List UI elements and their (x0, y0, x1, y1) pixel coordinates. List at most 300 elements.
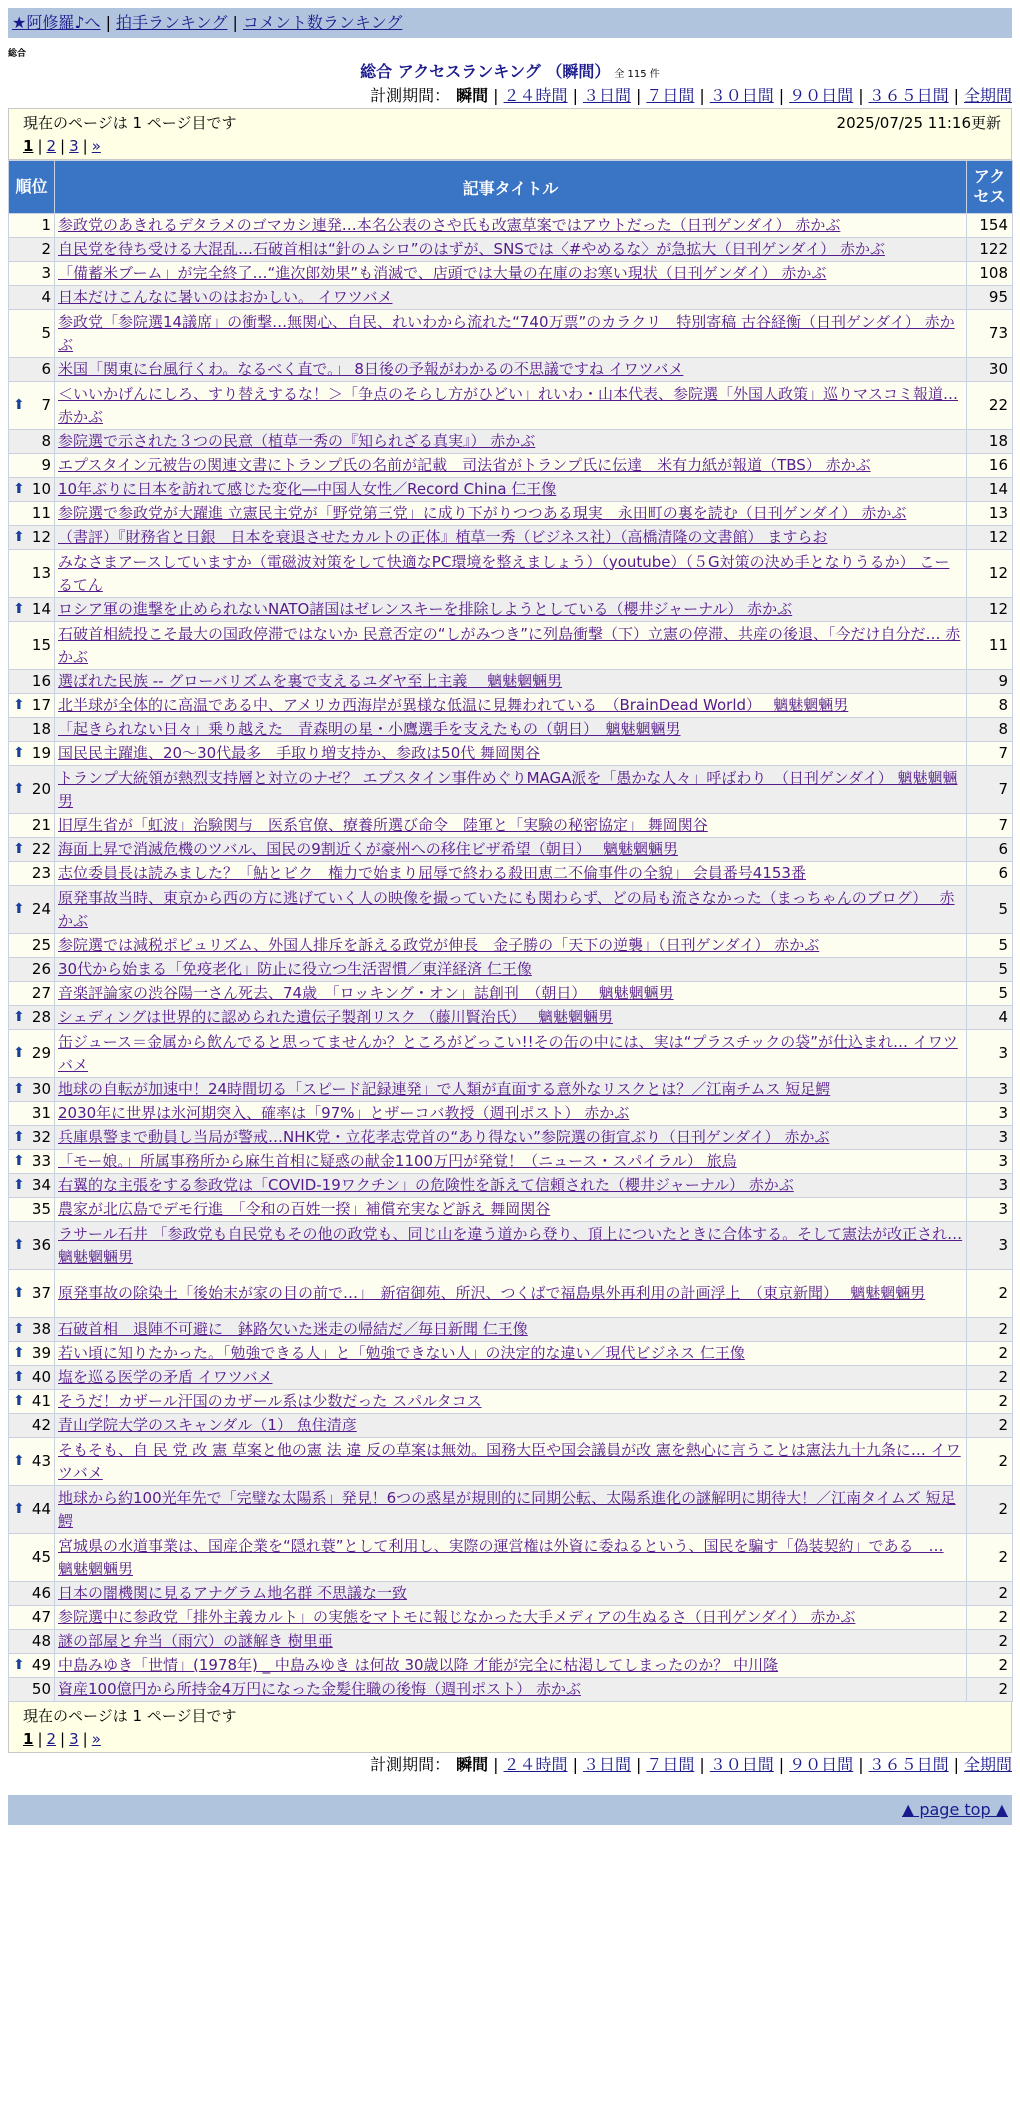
period-current-bottom: 瞬間 (456, 1755, 489, 1774)
page-title (8, 60, 1012, 84)
rank-up-arrow-icon: ⬆ (13, 697, 25, 713)
rank-up-arrow-icon: ⬆ (13, 1153, 25, 1169)
table-row (9, 1582, 1013, 1606)
access-count: 8 (967, 694, 1013, 718)
access-count: 7 (967, 766, 1013, 814)
rank-number: 12 (31, 528, 51, 546)
access-count: 2 (967, 1534, 1013, 1582)
rank-number: 24 (31, 900, 51, 918)
title-cell (55, 718, 967, 742)
footer-bar (8, 1795, 1012, 1825)
rank-number: 29 (31, 1044, 51, 1062)
table-row (9, 1486, 1013, 1534)
article-link[interactable]: 塩を巡る医学の矛盾 イワツバメ (58, 1368, 273, 1386)
table-row (9, 1270, 1013, 1318)
article-link[interactable]: そもそも、自 民 党 改 憲 草案と他の憲 法 違 反の草案は無効。国務大臣や国会議員が改 憲を熱心に言うことは憲法九十九条に… イワツバメ (58, 1440, 961, 1482)
title-cell (55, 262, 967, 286)
article-link[interactable]: 参院選で参政党が大躍進 立憲民主党が「野党第三党」に成り下がりつつある現実 永田町の裏を読む（日刊ゲンダイ） 赤かぶ (58, 504, 907, 522)
rank-number: 38 (31, 1320, 51, 1338)
rank-number: 30 (31, 1080, 51, 1098)
rank-cell (9, 526, 55, 550)
access-count: 2 (967, 1606, 1013, 1630)
rank-cell (9, 838, 55, 862)
rank-cell (9, 814, 55, 838)
rank-cell (9, 1030, 55, 1078)
access-count: 5 (967, 886, 1013, 934)
article-link[interactable]: 参院選で示された３つの民意（植草一秀の『知られざる真実』） 赤かぶ (58, 432, 536, 450)
access-count: 3 (967, 1198, 1013, 1222)
article-link[interactable]: 参政党のあきれるデタラメのゴマカシ連発…本名公表のさや氏も改憲草案ではアウトだった（日刊ゲンダイ） 赤かぶ (58, 216, 841, 234)
rank-number: 41 (31, 1392, 51, 1410)
access-count: 5 (967, 934, 1013, 958)
article-link[interactable]: ラサール石井 「参政党も自民党もその他の政党も、同じ山を違う道から登り、頂上についたときに合体する。そして憲法が改正され… 魑魅魍魎男 (58, 1224, 963, 1266)
table-row (9, 454, 1013, 478)
article-link[interactable]: 参院選中に参政党「排外主義カルト」の実態をマトモに報じなかった大手メディアの生ぬるさ（日刊ゲンダイ） 赤かぶ (58, 1608, 856, 1626)
period-sep: | (778, 86, 785, 105)
article-link[interactable]: 若い頃に知りたかった。「勉強できる人」と「勉強できない人」の決定的な違い／現代ビジネス 仁王像 (58, 1344, 745, 1362)
access-count: 13 (967, 502, 1013, 526)
article-link[interactable]: 旧厚生省が「虹波」治験関与 医系官僚、療養所選び命令 陸軍と「実験の秘密協定」 舞岡関谷 (58, 816, 708, 834)
rank-cell (9, 766, 55, 814)
rank-cell (9, 1078, 55, 1102)
article-link[interactable]: 謎の部屋と弁当（雨穴）の謎解き 樹里亜 (58, 1632, 333, 1650)
rank-number: 27 (31, 984, 51, 1002)
access-count: 2 (967, 1438, 1013, 1486)
pager-page-2-bottom[interactable]: 2 (46, 1730, 57, 1748)
title-cell (55, 550, 967, 598)
col-title-header: 記事タイトル (55, 161, 967, 214)
title-cell (55, 1390, 967, 1414)
page-top-link[interactable]: ▲ page top ▲ (901, 1800, 1008, 1819)
table-row (9, 382, 1013, 430)
title-cell (55, 454, 967, 478)
access-count: 2 (967, 1630, 1013, 1654)
title-cell (55, 1006, 967, 1030)
table-row (9, 862, 1013, 886)
rank-number: 7 (41, 396, 51, 414)
period-sep: | (858, 86, 864, 105)
rank-number: 34 (31, 1176, 51, 1194)
article-link[interactable]: 2030年に世界は氷河期突入、確率は「97%」とザーコバ教授（週刊ポスト） 赤かぶ (58, 1104, 630, 1122)
ranking-table (8, 160, 1013, 1702)
rank-cell (9, 550, 55, 598)
rank-cell (9, 934, 55, 958)
table-row (9, 214, 1013, 238)
article-link[interactable]: 地球の自転が加速中！24時間切る「スピード記録連発」で人類が直面する意外なリスクとは？／江南チムス 短足鰐 (58, 1080, 831, 1098)
article-link[interactable]: 「備蓄米ブーム」が完全終了…“進次郎効果”も消滅で、店頭では大量の在庫のお寒い現状（日刊ゲンダイ） 赤かぶ (58, 264, 827, 282)
rank-up-arrow-icon: ⬆ (13, 397, 25, 413)
rank-cell (9, 1678, 55, 1702)
title-cell (55, 814, 967, 838)
rank-cell (9, 1342, 55, 1366)
title-cell (55, 1198, 967, 1222)
title-cell (55, 382, 967, 430)
title-cell (55, 478, 967, 502)
rank-number: 36 (31, 1236, 51, 1254)
rank-number: 22 (31, 840, 51, 858)
access-count: 14 (967, 478, 1013, 502)
article-link[interactable]: 右翼的な主張をする参政党は「COVID-19ワクチン」の危険性を訴えて信頼された（櫻井ジャーナル） 赤かぶ (58, 1176, 794, 1194)
table-row (9, 478, 1013, 502)
top-nav: ★阿修羅♪へ | 拍手ランキング | コメント数ランキング (8, 8, 1012, 38)
title-cell (55, 1270, 967, 1318)
rank-cell (9, 1414, 55, 1438)
period-option-7[interactable]: 全期間 (963, 86, 1012, 105)
rank-up-arrow-icon: ⬆ (13, 1657, 25, 1673)
access-count: 22 (967, 382, 1013, 430)
rank-cell (9, 1366, 55, 1390)
access-count: 3 (967, 1126, 1013, 1150)
title-cell (55, 766, 967, 814)
title-cell (55, 622, 967, 670)
rank-cell (9, 718, 55, 742)
period-option-2[interactable]: ３日間 (582, 86, 631, 105)
updated-time: 2025/07/25 11:16更新 (836, 114, 1001, 132)
table-row (9, 526, 1013, 550)
rank-up-arrow-icon: ⬆ (13, 1177, 25, 1193)
article-link[interactable]: ＜いいかげんにしろ、すり替えするな！＞「争点のそらし方がひどい」れいわ・山本代表、参院選「外国人政策」巡りマスコミ報道… 赤かぶ (58, 384, 959, 426)
rank-up-arrow-icon: ⬆ (13, 1393, 25, 1409)
pager-page-3-bottom[interactable]: 3 (69, 1730, 79, 1748)
table-row (9, 1318, 1013, 1342)
access-count: 3 (967, 1174, 1013, 1198)
table-row (9, 622, 1013, 670)
table-row (9, 1030, 1013, 1078)
rank-cell (9, 982, 55, 1006)
article-link[interactable]: 志位委員長は読みました？「鮎とビク 権力で始まり屈辱で終わる殺田恵二不倫事件の全貌」 会員番号4153番 (58, 864, 806, 882)
article-link[interactable]: 資産100億円から所持金4万円になった金髪住職の後悔（週刊ポスト） 赤かぶ (58, 1680, 581, 1698)
period-option-2-bottom[interactable]: ３日間 (582, 1755, 631, 1774)
rank-cell (9, 430, 55, 454)
rank-number: 16 (31, 672, 51, 690)
rank-number: 45 (31, 1548, 51, 1566)
article-link[interactable]: 10年ぶりに日本を訪れて感じた変化―中国人女性／Record China 仁王像 (58, 480, 557, 498)
period-option-6[interactable]: ３６５日間 (868, 86, 949, 105)
access-count: 2 (967, 1414, 1013, 1438)
pager-page-3[interactable]: 3 (69, 137, 79, 155)
article-link[interactable]: 農家が北広島でデモ行進 「令和の百姓一揆」補償充実など訴え 舞岡関谷 (58, 1200, 551, 1218)
rank-number: 40 (31, 1368, 51, 1386)
rank-number: 20 (31, 780, 51, 798)
pager-page-2[interactable]: 2 (46, 137, 57, 155)
period-sep: | (493, 86, 499, 105)
rank-up-arrow-icon: ⬆ (13, 1129, 25, 1145)
rank-cell (9, 1582, 55, 1606)
article-link[interactable]: 原発事故の除染土「後始末が家の目の前で…」 新宿御苑、所沢、つくばで福島県外再利用の計画浮上 （東京新聞） 魑魅魍魎男 (58, 1284, 926, 1302)
current-page-text-bottom: 現在のページは 1 ページ目です (23, 1707, 237, 1725)
period-sep: | (493, 1755, 499, 1774)
period-current: 瞬間 (456, 86, 489, 105)
title-cell (55, 1150, 967, 1174)
rank-up-arrow-icon: ⬆ (13, 1081, 25, 1097)
rank-cell (9, 1534, 55, 1582)
rank-number: 18 (31, 720, 51, 738)
pager-top (23, 135, 1001, 157)
rank-number: 46 (31, 1584, 51, 1602)
article-link[interactable]: シェディングは世界的に認められた遺伝子製剤リスク （藤川賢治氏） 魑魅魍魎男 (58, 1008, 613, 1026)
table-row (9, 1366, 1013, 1390)
rank-number: 19 (31, 744, 51, 762)
access-count: 5 (967, 982, 1013, 1006)
title-cell (55, 526, 967, 550)
ranking-title: 総合 アクセスランキング （瞬間） (360, 62, 611, 81)
article-link[interactable]: 日本だけこんなに暑いのはおかしい。 イワツバメ (58, 288, 393, 306)
access-count: 2 (967, 1366, 1013, 1390)
article-link[interactable]: 音楽評論家の渋谷陽一さん死去、74歳 「ロッキング・オン」誌創刊 （朝日） 魑魅魍魎男 (58, 984, 674, 1002)
access-count: 18 (967, 430, 1013, 454)
rank-number: 23 (31, 864, 51, 882)
period-sep: | (699, 86, 705, 105)
article-link[interactable]: ロシア軍の進撃を止められないNATO諸国はゼレンスキーを排除しようとしている（櫻井ジャーナル） 赤かぶ (58, 600, 793, 618)
rank-number: 49 (31, 1656, 51, 1674)
table-row (9, 934, 1013, 958)
rank-up-arrow-icon: ⬆ (13, 601, 25, 617)
table-row (9, 1174, 1013, 1198)
rank-cell (9, 1486, 55, 1534)
article-link[interactable]: 中島みゆき「世情」(1978年) _ 中島みゆき は何故 30歳以降 才能が完全に枯渇してしまったのか？ 中川隆 (58, 1656, 779, 1674)
access-count: 3 (967, 1222, 1013, 1270)
rank-cell (9, 694, 55, 718)
page (8, 8, 1012, 1825)
rank-cell (9, 1438, 55, 1486)
table-row (9, 502, 1013, 526)
table-row (9, 670, 1013, 694)
title-cell (55, 1606, 967, 1630)
article-link[interactable]: 「起きられない日々」乗り越えた 青森明の星・小鷹選手を支えたもの（朝日） 魑魅魍魎男 (58, 720, 681, 738)
access-count: 4 (967, 1006, 1013, 1030)
period-sep: | (635, 86, 642, 105)
rank-cell (9, 1222, 55, 1270)
article-link[interactable]: 原発事故当時、東京から西の方に逃げていく人の映像を撮っていたにも関わらず、どの局も流さなかった（まっちゃんのブログ） 赤かぶ (58, 888, 955, 930)
rank-up-arrow-icon: ⬆ (13, 745, 25, 761)
access-count: 2 (967, 1654, 1013, 1678)
article-link[interactable]: 30代から始まる「免疫老化」防止に役立つ生活習慣／東洋経済 仁王像 (58, 960, 532, 978)
home-link[interactable]: ★阿修羅♪へ (12, 13, 101, 32)
title-cell (55, 1414, 967, 1438)
access-count: 7 (967, 742, 1013, 766)
rank-number: 11 (31, 504, 51, 522)
rank-cell (9, 958, 55, 982)
rank-number: 50 (31, 1680, 51, 1698)
table-row (9, 814, 1013, 838)
rank-number: 44 (31, 1500, 51, 1518)
title-cell (55, 886, 967, 934)
article-link[interactable]: 缶ジュース＝金属から飲んでると思ってませんか？ところがどっこい!!その缶の中には、実は“プラスチックの袋”が仕込まれ… イワツバメ (58, 1032, 958, 1074)
article-link[interactable]: 参院選では減税ポピュリズム、外国人排斥を訴える政党が伸長 金子勝の「天下の逆襲」（日刊ゲンダイ） 赤かぶ (58, 936, 820, 954)
rank-cell (9, 1318, 55, 1342)
rank-number: 9 (41, 456, 51, 474)
access-count: 2 (967, 1318, 1013, 1342)
table-row (9, 1438, 1013, 1486)
rank-up-arrow-icon: ⬆ (13, 1345, 25, 1361)
rank-number: 48 (31, 1632, 51, 1650)
period-option-4-bottom[interactable]: ３０日間 (709, 1755, 774, 1774)
title-cell (55, 862, 967, 886)
rank-cell (9, 1198, 55, 1222)
pager-sep: | (82, 1730, 88, 1748)
rank-cell (9, 670, 55, 694)
table-row (9, 886, 1013, 934)
title-cell (55, 982, 967, 1006)
rank-number: 47 (31, 1608, 51, 1626)
rank-up-arrow-icon: ⬆ (13, 1369, 25, 1385)
rank-number: 1 (41, 216, 51, 234)
title-cell (55, 1534, 967, 1582)
table-row (9, 958, 1013, 982)
pager-next-bottom[interactable]: » (91, 1730, 101, 1748)
clap-ranking-link[interactable]: 拍手ランキング (115, 13, 228, 32)
article-link[interactable]: そうだ！カザール汗国のカザール系は少数だった スパルタコス (58, 1392, 482, 1410)
article-link[interactable]: みなさまアースしていますか（電磁波対策をして快適なPC環境を整えましょう）（youtube）（５G対策の決め手となりうるか） こーるてん (58, 552, 950, 594)
period-option-1[interactable]: ２４時間 (503, 86, 568, 105)
rank-cell (9, 1606, 55, 1630)
period-option-7-bottom[interactable]: 全期間 (963, 1755, 1012, 1774)
table-row (9, 1198, 1013, 1222)
period-sep: | (953, 86, 959, 105)
period-option-1-bottom[interactable]: ２４時間 (503, 1755, 568, 1774)
article-link[interactable]: 自民党を待ち受ける大混乱…石破首相は“針のムシロ”のはずが、SNSでは〈#やめるな〉が急拡大（日刊ゲンダイ） 赤かぶ (58, 240, 885, 258)
article-link[interactable]: 「モー娘。」所属事務所から麻生首相に疑惑の献金1100万円が発覚！（ニュース・スパイラル） 旅烏 (58, 1152, 737, 1170)
rank-number: 28 (31, 1008, 51, 1026)
table-row (9, 550, 1013, 598)
period-sep: | (953, 1755, 959, 1774)
title-cell (55, 238, 967, 262)
rank-number: 5 (41, 324, 51, 342)
article-link[interactable]: 選ばれた民族 -- グローバリズムを裏で支えるユダヤ至上主義 魑魅魍魎男 (58, 672, 563, 690)
table-row (9, 1342, 1013, 1366)
article-link[interactable]: 宮城県の水道事業は、国産企業を“隠れ蓑”として利用し、実際の運営権は外資に委ねるという、国民を騙す「偽装契約」である … 魑魅魍魎男 (58, 1536, 944, 1578)
rank-number: 8 (41, 432, 51, 450)
article-link[interactable]: （書評）『財務省と日銀 日本を衰退させたカルトの正体』植草一秀（ビジネス社）（高橋清隆の文書館） ますらお (58, 528, 828, 546)
table-row (9, 286, 1013, 310)
rank-up-arrow-icon: ⬆ (13, 901, 25, 917)
access-count: 3 (967, 1150, 1013, 1174)
table-row (9, 1630, 1013, 1654)
period-option-3-bottom[interactable]: ７日間 (646, 1755, 695, 1774)
access-count: 16 (967, 454, 1013, 478)
rank-number: 14 (31, 600, 51, 618)
access-count: 8 (967, 718, 1013, 742)
period-sep: | (778, 1755, 785, 1774)
rank-cell (9, 1006, 55, 1030)
title-cell (55, 1630, 967, 1654)
access-count: 2 (967, 1390, 1013, 1414)
article-link[interactable]: 石破首相続投こそ最大の国政停滞ではないか 民意否定の“しがみつき”に列島衝撃（下）立憲の停滞、共産の後退、「今だけ自分だ… 赤かぶ (58, 624, 961, 666)
article-link[interactable]: 国民民主躍進、20～30代最多 手取り増支持か、参政は50代 舞岡関谷 (58, 744, 541, 762)
item-count: 全 115 件 (614, 69, 660, 80)
rank-number: 35 (31, 1200, 51, 1218)
article-link[interactable]: 兵庫県警まで動員し当局が警戒…NHK党・立花孝志党首の“あり得ない”参院選の街宣ぶり（日刊ゲンダイ） 赤かぶ (58, 1128, 830, 1146)
access-count: 5 (967, 958, 1013, 982)
article-link[interactable]: 日本の闇機関に見るアナグラム地名群 不思議な一致 (58, 1584, 408, 1602)
table-row (9, 1078, 1013, 1102)
title-cell (55, 1486, 967, 1534)
rank-cell (9, 886, 55, 934)
access-count: 6 (967, 838, 1013, 862)
access-count: 122 (967, 238, 1013, 262)
rank-number: 17 (31, 696, 51, 714)
title-cell (55, 502, 967, 526)
table-row (9, 1534, 1013, 1582)
table-row (9, 1150, 1013, 1174)
access-count: 12 (967, 526, 1013, 550)
table-row (9, 1102, 1013, 1126)
rank-cell (9, 1150, 55, 1174)
period-option-5[interactable]: ９０日間 (789, 86, 854, 105)
rank-cell (9, 310, 55, 358)
access-count: 9 (967, 670, 1013, 694)
table-row (9, 742, 1013, 766)
title-cell (55, 358, 967, 382)
access-count: 30 (967, 358, 1013, 382)
rank-number: 15 (31, 636, 51, 654)
period-selector-bottom (8, 1753, 1012, 1777)
rank-up-arrow-icon: ⬆ (13, 1501, 25, 1517)
period-label: 計測期間： (370, 86, 451, 105)
title-cell (55, 694, 967, 718)
rank-up-arrow-icon: ⬆ (13, 1285, 25, 1301)
period-option-6-bottom[interactable]: ３６５日間 (868, 1755, 949, 1774)
table-row (9, 1678, 1013, 1702)
rank-cell (9, 382, 55, 430)
pager-current-page-bottom: 1 (23, 1730, 34, 1748)
article-link[interactable]: 青山学院大学のスキャンダル（1） 魚住清彦 (58, 1416, 357, 1434)
rank-cell (9, 742, 55, 766)
period-selector-top (8, 84, 1012, 108)
rank-cell (9, 1126, 55, 1150)
title-cell (55, 1654, 967, 1678)
rank-cell (9, 238, 55, 262)
access-count: 2 (967, 1678, 1013, 1702)
table-row (9, 718, 1013, 742)
pager-next[interactable]: » (91, 137, 101, 155)
table-row (9, 358, 1013, 382)
rank-number: 25 (31, 936, 51, 954)
access-count: 95 (967, 286, 1013, 310)
article-link[interactable]: エプスタイン元被告の関連文書にトランプ氏の名前が記載 司法省がトランプ氏に伝達 米有力紙が報道（TBS） 赤かぶ (58, 456, 871, 474)
access-count: 12 (967, 550, 1013, 598)
article-link[interactable]: 海面上昇で消滅危機のツバル、国民の9割近くが豪州への移住ビザ希望（朝日） 魑魅魍魎男 (58, 840, 679, 858)
period-option-5-bottom[interactable]: ９０日間 (789, 1755, 854, 1774)
pager-sep: | (60, 1730, 66, 1748)
title-cell (55, 1222, 967, 1270)
rank-cell (9, 862, 55, 886)
rank-cell (9, 622, 55, 670)
rank-cell (9, 286, 55, 310)
rank-number: 32 (31, 1128, 51, 1146)
article-link[interactable]: 参政党「参院選14議席」の衝撃…無関心、自民、れいわから流れた“740万票”のカラクリ 特別寄稿 古谷経衡（日刊ゲンダイ） 赤かぶ (58, 312, 955, 354)
table-row (9, 1606, 1013, 1630)
rank-number: 6 (41, 360, 51, 378)
period-option-3[interactable]: ７日間 (646, 86, 695, 105)
rank-up-arrow-icon: ⬆ (13, 1453, 25, 1469)
pager-sep: | (37, 137, 43, 155)
rank-number: 31 (31, 1104, 51, 1122)
rank-cell (9, 1390, 55, 1414)
current-page-text: 現在のページは 1 ページ目です (23, 114, 237, 132)
rank-cell (9, 478, 55, 502)
table-row (9, 982, 1013, 1006)
title-cell (55, 1678, 967, 1702)
rank-cell (9, 598, 55, 622)
article-link[interactable]: 石破首相 退陣不可避に 鉢路欠いた迷走の帰結だ／毎日新聞 仁王像 (58, 1320, 528, 1338)
period-option-4[interactable]: ３０日間 (709, 86, 774, 105)
comment-ranking-link[interactable]: コメント数ランキング (242, 13, 403, 32)
article-link[interactable]: 北半球が全体的に高温である中、アメリカ西海岸が異様な低温に見舞われている （BrainDead World） 魑魅魍魎男 (58, 696, 849, 714)
article-link[interactable]: 地球から約100光年先で「完璧な太陽系」発見！6つの惑星が規則的に同期公転、太陽系進化の謎解明に期待大！／江南タイムズ 短足鰐 (58, 1488, 956, 1530)
article-link[interactable]: 米国「関東に台風行くわ。なるべく直で。」 8日後の予報がわかるの不思議ですね イワツバメ (58, 360, 684, 378)
article-link[interactable]: トランプ大統領が熱烈支持層と対立のナゼ？ エプスタイン事件めぐりMAGA派を「愚かな人々」呼ばわり （日刊ゲンダイ） 魑魅魍魎男 (58, 768, 958, 810)
